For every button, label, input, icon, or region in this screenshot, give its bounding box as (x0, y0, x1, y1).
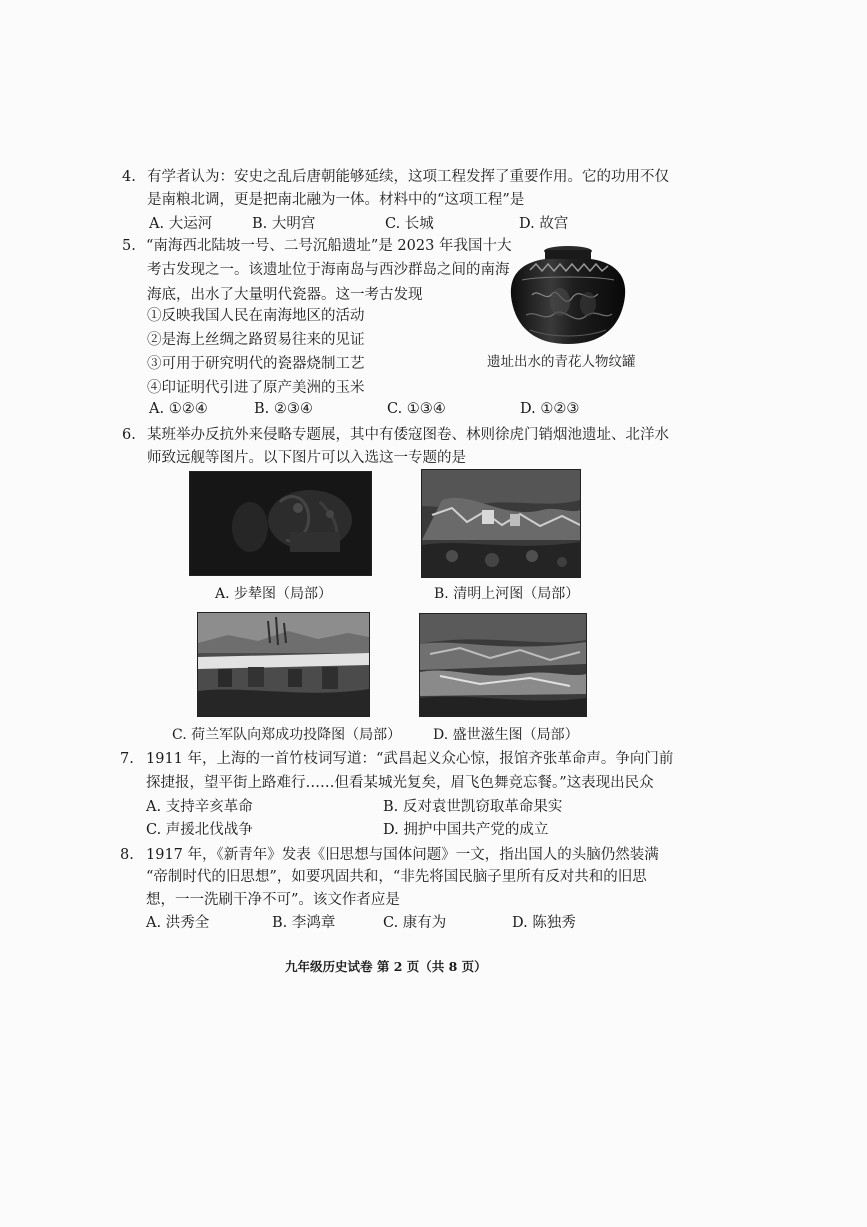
option-a: A. 支持辛亥革命 (146, 799, 253, 815)
question-text: “帝制时代的旧思想”，如要巩固共和，“非先将国民脑子里所有反对共和的旧思 (146, 869, 647, 885)
question-text: 考古发现之一。该遗址位于海南岛与西沙群岛之间的南海 (147, 262, 510, 278)
painting-b-image (421, 469, 581, 578)
caption-d: D. 盛世滋生图（局部） (433, 727, 579, 743)
painting-c-image (197, 612, 370, 717)
jar-caption: 遗址出水的青花人物纹罐 (487, 354, 636, 370)
question-number: 6. (122, 427, 136, 443)
caption-c: C. 荷兰军队向郑成功投降图（局部） (172, 727, 402, 743)
option-b: B. 反对袁世凯窃取革命果实 (383, 799, 563, 815)
statement-1: ①反映我国人民在南海地区的活动 (147, 308, 365, 324)
question-text: 想，一一洗刷干净不可”。该文作者应是 (146, 892, 400, 908)
question-number: 4. (122, 169, 136, 185)
caption-a: A. 步辇图（局部） (215, 586, 333, 602)
option-c: C. 长城 (385, 216, 434, 232)
question-text: 探捷报，望平街上路难行……但看某城光复矣，眉飞色舞竞忘餐。”这表现出民众 (146, 775, 654, 791)
option-b: B. 大明宫 (252, 216, 316, 232)
option-d: D. ①②③ (520, 401, 580, 417)
question-text: 有学者认为：安史之乱后唐朝能够延续，这项工程发挥了重要作用。它的功用不仅 (147, 169, 669, 185)
question-number: 8. (120, 847, 134, 863)
painting-d-image (419, 613, 587, 717)
option-d: D. 陈独秀 (512, 915, 576, 931)
option-c: C. 声援北伐战争 (146, 822, 253, 838)
blue-white-jar-image (502, 240, 634, 350)
question-text: 1917 年，《新青年》发表《旧思想与国体问题》一文，指出国人的头脑仍然装满 (146, 847, 659, 863)
option-a: A. 洪秀全 (146, 915, 210, 931)
option-d: D. 拥护中国共产党的成立 (383, 822, 549, 838)
option-a: A. 大运河 (149, 216, 213, 232)
question-number: 5. (122, 238, 136, 254)
question-text: 师致远舰等图片。以下图片可以入选这一专题的是 (147, 450, 466, 466)
page-footer: 九年级历史试卷 第 2 页（共 8 页） (285, 959, 487, 974)
question-text: 某班举办反抗外来侵略专题展，其中有倭寇图卷、林则徐虎门销烟池遗址、北洋水 (147, 427, 669, 443)
question-number: 7. (120, 751, 134, 767)
caption-b: B. 清明上河图（局部） (434, 586, 580, 602)
option-b: B. 李鸿章 (272, 915, 336, 931)
question-text: “南海西北陆坡一号、二号沉船遗址”是 2023 年我国十大 (146, 238, 512, 254)
statement-4: ④印证明代引进了原产美洲的玉米 (147, 380, 365, 396)
option-c: C. ①③④ (387, 401, 446, 417)
option-b: B. ②③④ (254, 401, 313, 417)
option-a: A. ①②④ (149, 401, 208, 417)
question-text: 海底，出水了大量明代瓷器。这一考古发现 (147, 287, 423, 303)
question-text: 1911 年，上海的一首竹枝词写道：“武昌起义众心惊，报馆齐张革命声。争向门前 (146, 751, 674, 767)
question-text: 是南粮北调，更是把南北融为一体。材料中的“这项工程”是 (147, 192, 525, 208)
statement-3: ③可用于研究明代的瓷器烧制工艺 (147, 356, 365, 372)
option-d: D. 故宫 (519, 216, 569, 232)
painting-a-image (189, 471, 372, 576)
option-c: C. 康有为 (383, 915, 447, 931)
statement-2: ②是海上丝绸之路贸易往来的见证 (147, 332, 365, 348)
